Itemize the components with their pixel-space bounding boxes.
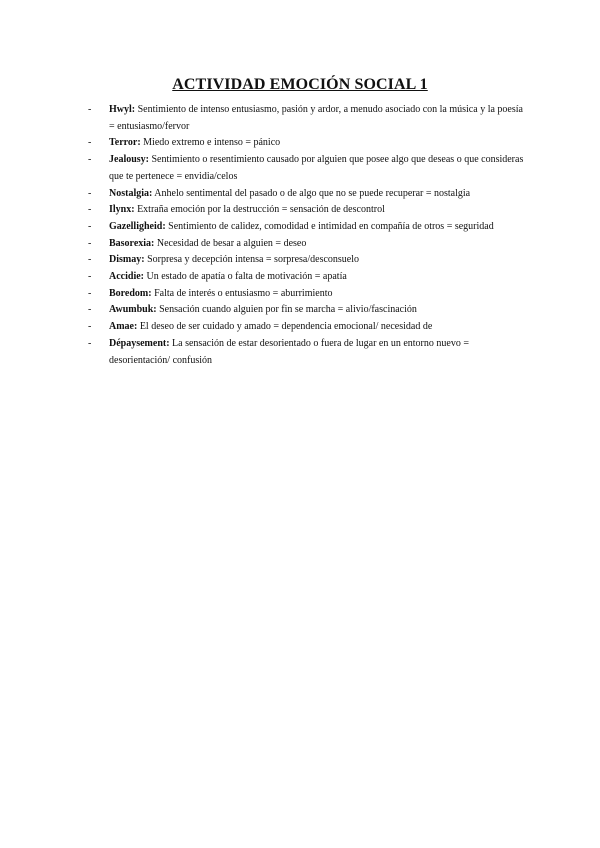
list-item bbox=[88, 319, 528, 336]
list-item bbox=[88, 202, 528, 219]
bullet-dash: - bbox=[88, 220, 92, 232]
bullet-dash: - bbox=[88, 204, 92, 216]
list-item bbox=[88, 286, 528, 303]
item-definition: Sentimiento de intenso entusiasmo, pasión y ardor, a menudo asociado con la música y la poesía = entusiasmo/fervor bbox=[109, 104, 523, 132]
definition-list bbox=[88, 102, 528, 369]
item-term: Dismay: bbox=[109, 254, 145, 266]
bullet-dash: - bbox=[88, 254, 92, 266]
item-definition: Anhelo sentimental del pasado o de algo que no se puede recuperar = nostalgia bbox=[154, 187, 471, 199]
list-item bbox=[88, 152, 528, 185]
item-definition: Necesidad de besar a alguien = deseo bbox=[156, 237, 307, 249]
bullet-dash: - bbox=[88, 187, 92, 199]
item-definition: La sensación de estar desorientado o fuera de lugar en un entorno nuevo = desorientación/ confusión bbox=[109, 337, 469, 366]
item-term: Amae: bbox=[109, 321, 138, 333]
bullet-dash: - bbox=[88, 287, 92, 299]
list-item bbox=[88, 236, 528, 253]
bullet-dash: - bbox=[88, 271, 92, 283]
bullet-dash: - bbox=[88, 104, 92, 115]
item-term: Dépaysement: bbox=[109, 337, 170, 349]
item-definition: Sentimiento o resentimiento causado por alguien que posee algo que deseas o que consideras que te pertenece = envidia/celos bbox=[109, 154, 524, 182]
list-item bbox=[88, 302, 528, 319]
item-definition: Un estado de apatía o falta de motivación = apatía bbox=[146, 271, 347, 283]
item-term: Gazelligheid: bbox=[109, 220, 166, 232]
bullet-dash: - bbox=[88, 304, 92, 316]
bullet-dash: - bbox=[88, 154, 92, 166]
item-term: Awumbuk: bbox=[109, 304, 157, 316]
item-definition: Miedo extremo e intenso = pánico bbox=[143, 137, 281, 149]
item-definition: Extraña emoción por la destrucción = sensación de descontrol bbox=[137, 204, 385, 216]
list-item bbox=[88, 219, 528, 236]
list-item bbox=[88, 135, 528, 152]
item-definition: Sensación cuando alguien por fin se marcha = alivio/fascinación bbox=[159, 304, 417, 316]
list-item bbox=[88, 252, 528, 269]
item-term: Basorexia: bbox=[109, 237, 155, 249]
list-item bbox=[88, 269, 528, 286]
item-definition: Falta de interés o entusiasmo = aburrimiento bbox=[154, 287, 333, 299]
item-term: Jealousy: bbox=[109, 154, 149, 166]
bullet-dash: - bbox=[88, 137, 92, 149]
bullet-dash: - bbox=[88, 321, 92, 333]
page-title: ACTIVIDAD EMOCIÓN SOCIAL 1 bbox=[172, 76, 428, 93]
item-term: Boredom: bbox=[109, 287, 152, 299]
item-definition: Sorpresa y decepción intensa = sorpresa/desconsuelo bbox=[147, 254, 360, 266]
item-term: Nostalgia: bbox=[109, 187, 153, 199]
list-item bbox=[88, 336, 528, 369]
item-term: Ilynx: bbox=[109, 204, 135, 216]
bullet-dash: - bbox=[88, 237, 92, 249]
item-definition: El deseo de ser cuidado y amado = dependencia emocional/ necesidad de bbox=[139, 321, 433, 333]
list-item bbox=[88, 102, 528, 135]
item-term: Hwyl: bbox=[109, 104, 136, 115]
bullet-dash: - bbox=[88, 337, 92, 349]
list-item bbox=[88, 186, 528, 203]
item-definition: Sentimiento de calidez, comodidad e intimidad en compañía de otros = seguridad bbox=[168, 220, 494, 232]
item-term: Terror: bbox=[109, 137, 141, 149]
item-term: Accidie: bbox=[109, 271, 144, 283]
